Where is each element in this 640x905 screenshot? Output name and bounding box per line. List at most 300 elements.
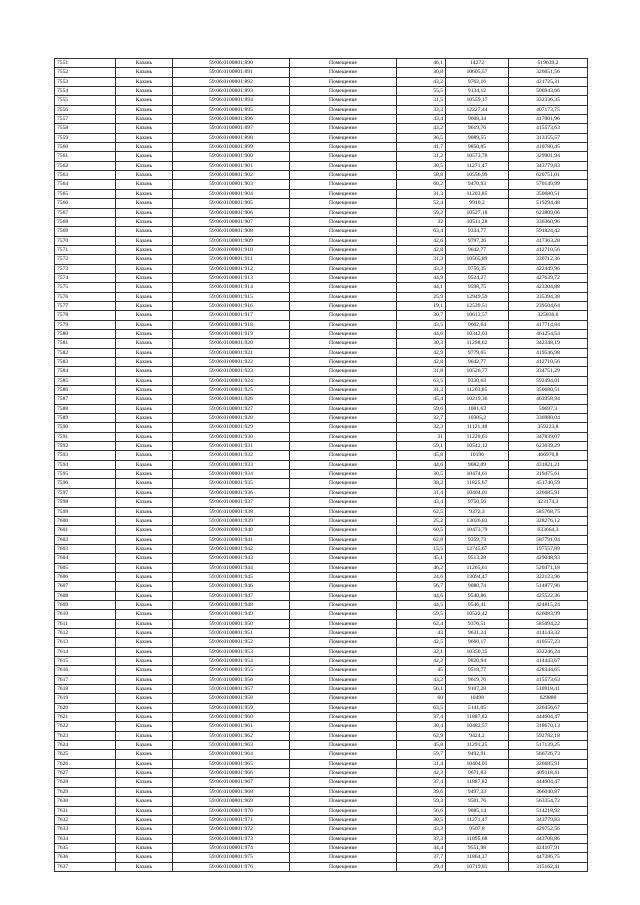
cadastral-number-cell: 59:06:0100801:960 — [173, 713, 290, 722]
city-cell: Казань — [116, 862, 173, 871]
city-cell: Казань — [116, 657, 173, 666]
cadastral-value-cell: 410780,45 — [509, 143, 588, 152]
area-cell: 19,1 — [397, 301, 446, 310]
object-type-cell: Помещение — [290, 217, 397, 226]
cadastral-number-cell: 59:06:0100801:961 — [173, 722, 290, 731]
rate-cell: 11265,61 — [446, 563, 509, 572]
area-cell: 32,1 — [397, 647, 446, 656]
row-number-cell: 7572 — [55, 255, 116, 264]
table-row — [55, 283, 588, 292]
row-number-cell: 7618 — [55, 685, 116, 694]
object-type-cell: Помещение — [290, 292, 397, 301]
cadastral-number-cell: 59:06:0100801:905 — [173, 199, 290, 208]
table-row — [55, 638, 588, 647]
cadastral-number-cell: 59:06:0100801:941 — [173, 535, 290, 544]
row-number-cell: 7562 — [55, 161, 116, 170]
area-cell: 31 — [397, 432, 446, 441]
rate-cell: 10613,57 — [446, 311, 509, 320]
table-row — [55, 731, 588, 740]
rate-cell: 12745,67 — [446, 544, 509, 553]
cadastral-value-cell: 423174,3 — [509, 498, 588, 507]
city-cell: Казань — [116, 628, 173, 637]
object-type-cell: Помещение — [290, 619, 397, 628]
rate-cell: 9518,77 — [446, 666, 509, 675]
row-number-cell: 7635 — [55, 843, 116, 852]
city-cell: Казань — [116, 451, 173, 460]
rate-cell: 10350,35 — [446, 647, 509, 656]
area-cell: 31,4 — [397, 488, 446, 497]
table-row — [55, 236, 588, 245]
city-cell: Казань — [116, 115, 173, 124]
object-type-cell: Помещение — [290, 367, 397, 376]
rate-cell: 11895,68 — [446, 834, 509, 843]
row-number-cell: 7615 — [55, 657, 116, 666]
row-number-cell: 7566 — [55, 199, 116, 208]
rate-cell: 10482,57 — [446, 722, 509, 731]
object-type-cell: Помещение — [290, 87, 397, 96]
city-cell: Казань — [116, 311, 173, 320]
cadastral-number-cell: 59:06:0100801:926 — [173, 395, 290, 404]
object-type-cell: Помещение — [290, 376, 397, 385]
cadastral-value-cell: 318670,13 — [509, 722, 588, 731]
area-cell: 59,5 — [397, 610, 446, 619]
object-type-cell: Помещение — [290, 834, 397, 843]
area-cell: 43,2 — [397, 124, 446, 133]
city-cell: Казань — [116, 423, 173, 432]
cadastral-number-cell: 59:06:0100801:909 — [173, 236, 290, 245]
row-number-cell: 7571 — [55, 245, 116, 254]
table-row — [55, 843, 588, 852]
object-type-cell: Помещение — [290, 498, 397, 507]
table-row — [55, 488, 588, 497]
object-type-cell: Помещение — [290, 105, 397, 114]
city-cell: Казань — [116, 376, 173, 385]
table-row — [55, 675, 588, 684]
table-row — [55, 806, 588, 815]
rate-cell: 10527,18 — [446, 208, 509, 217]
object-type-cell: Помещение — [290, 273, 397, 282]
row-number-cell: 7626 — [55, 759, 116, 768]
rate-cell: 9660,17 — [446, 638, 509, 647]
cadastral-number-cell: 59:06:0100801:969 — [173, 797, 290, 806]
cadastral-number-cell: 59:06:0100801:945 — [173, 572, 290, 581]
cadastral-number-cell: 59:06:0100801:952 — [173, 638, 290, 647]
cadastral-value-cell: 443708,86 — [509, 834, 588, 843]
rate-cell: 11121,48 — [446, 423, 509, 432]
cadastral-number-cell: 59:06:0100801:907 — [173, 217, 290, 226]
object-type-cell: Помещение — [290, 750, 397, 759]
object-type-cell: Помещение — [290, 414, 397, 423]
row-number-cell: 7552 — [55, 68, 116, 77]
cadastral-value-cell: 325836,6 — [509, 311, 588, 320]
city-cell: Казань — [116, 834, 173, 843]
rate-cell: 11887,82 — [446, 713, 509, 722]
row-number-cell: 7559 — [55, 133, 116, 142]
row-number-cell: 7630 — [55, 797, 116, 806]
table-row — [55, 862, 588, 871]
cadastral-value-cell: 335394,38 — [509, 292, 588, 301]
cadastral-value-cell: 414143,32 — [509, 628, 588, 637]
cadastral-number-cell: 59:06:0100801:913 — [173, 273, 290, 282]
row-number-cell: 7589 — [55, 414, 116, 423]
object-type-cell: Помещение — [290, 404, 397, 413]
row-number-cell: 7569 — [55, 227, 116, 236]
rate-cell: 9524,27 — [446, 273, 509, 282]
area-cell: 55,5 — [397, 87, 446, 96]
row-number-cell: 7583 — [55, 358, 116, 367]
cadastral-number-cell: 59:06:0100801:922 — [173, 358, 290, 367]
city-cell: Казань — [116, 488, 173, 497]
cadastral-number-cell: 59:06:0100801:893 — [173, 87, 290, 96]
row-number-cell: 7551 — [55, 59, 116, 68]
city-cell: Казань — [116, 600, 173, 609]
city-cell: Казань — [116, 591, 173, 600]
cadastral-number-cell: 59:06:0100801:929 — [173, 423, 290, 432]
city-cell: Казань — [116, 133, 173, 142]
row-number-cell: 7631 — [55, 806, 116, 815]
rate-cell: 10719,81 — [446, 862, 509, 871]
row-number-cell: 7627 — [55, 769, 116, 778]
row-number-cell: 7629 — [55, 787, 116, 796]
row-number-cell: 7614 — [55, 647, 116, 656]
cadastral-value-cell: 414443,67 — [509, 657, 588, 666]
city-cell: Казань — [116, 498, 173, 507]
rate-cell: 10542,12 — [446, 442, 509, 451]
cadastral-value-cell: 429752,56 — [509, 825, 588, 834]
area-cell: 30,7 — [397, 311, 446, 320]
table-row — [55, 694, 588, 703]
rate-cell: 10305,2 — [446, 414, 509, 423]
table-row — [55, 68, 588, 77]
row-number-cell: 7560 — [55, 143, 116, 152]
cadastral-value-cell: 332336,35 — [509, 96, 588, 105]
rate-cell: 10556,99 — [446, 171, 509, 180]
rate-cell: 10559,17 — [446, 96, 509, 105]
row-number-cell: 7598 — [55, 498, 116, 507]
rate-cell: 10474,61 — [446, 470, 509, 479]
rate-cell: 9424,2 — [446, 731, 509, 740]
area-cell: 33,3 — [397, 105, 446, 114]
rate-cell: 9598,75 — [446, 283, 509, 292]
cadastral-value-cell: 415573,63 — [509, 675, 588, 684]
cadastral-value-cell: 412710,56 — [509, 358, 588, 367]
table-row — [55, 180, 588, 189]
table-row — [55, 685, 588, 694]
table-row — [55, 115, 588, 124]
cadastral-number-cell: 59:06:0100801:963 — [173, 741, 290, 750]
area-cell: 60,2 — [397, 180, 446, 189]
row-number-cell: 7612 — [55, 628, 116, 637]
cadastral-value-cell: 563354,72 — [509, 797, 588, 806]
city-cell: Казань — [116, 759, 173, 768]
cadastral-value-cell: 343779,83 — [509, 161, 588, 170]
city-cell: Казань — [116, 778, 173, 787]
object-type-cell: Помещение — [290, 610, 397, 619]
area-cell: 44,6 — [397, 329, 446, 338]
cadastral-value-cell: 444604,47 — [509, 713, 588, 722]
rate-cell: 12227,44 — [446, 105, 509, 114]
cadastral-value-cell: 424107,91 — [509, 843, 588, 852]
city-cell: Казань — [116, 638, 173, 647]
rate-cell: 9372,3 — [446, 507, 509, 516]
cadastral-number-cell: 59:06:0100801:959 — [173, 703, 290, 712]
object-type-cell: Помещение — [290, 171, 397, 180]
object-type-cell: Помещение — [290, 815, 397, 824]
rate-cell: 9608,34 — [446, 115, 509, 124]
object-type-cell: Помещение — [290, 301, 397, 310]
city-cell: Казань — [116, 703, 173, 712]
city-cell: Казань — [116, 526, 173, 535]
cadastral-value-cell: 519639,2 — [509, 59, 588, 68]
cadastral-value-cell: 421725,31 — [509, 77, 588, 86]
cadastral-number-cell: 59:06:0100801:902 — [173, 171, 290, 180]
city-cell: Казань — [116, 414, 173, 423]
city-cell: Казань — [116, 806, 173, 815]
city-cell: Казань — [116, 442, 173, 451]
table-row — [55, 479, 588, 488]
rate-cell: 13026,83 — [446, 516, 509, 525]
city-cell: Казань — [116, 320, 173, 329]
row-number-cell: 7554 — [55, 87, 116, 96]
cadastral-number-cell: 59:06:0100801:937 — [173, 498, 290, 507]
area-cell: 44,9 — [397, 273, 446, 282]
object-type-cell: Помещение — [290, 358, 397, 367]
area-cell: 63,5 — [397, 376, 446, 385]
row-number-cell: 7568 — [55, 217, 116, 226]
object-type-cell: Помещение — [290, 442, 397, 451]
row-number-cell: 7633 — [55, 825, 116, 834]
area-cell: 30,3 — [397, 339, 446, 348]
city-cell: Казань — [116, 59, 173, 68]
object-type-cell: Помещение — [290, 470, 397, 479]
city-cell: Казань — [116, 96, 173, 105]
area-cell: 60,5 — [397, 526, 446, 535]
city-cell: Казань — [116, 264, 173, 273]
city-cell: Казань — [116, 87, 173, 96]
object-type-cell: Помещение — [290, 638, 397, 647]
row-number-cell: 7587 — [55, 395, 116, 404]
city-cell: Казань — [116, 516, 173, 525]
table-row — [55, 544, 588, 553]
table-row — [55, 105, 588, 114]
cadastral-value-cell: 429048,93 — [509, 554, 588, 563]
table-row — [55, 171, 588, 180]
cadastral-value-cell: 326685,91 — [509, 488, 588, 497]
table-row — [55, 610, 588, 619]
object-type-cell: Помещение — [290, 264, 397, 273]
object-type-cell: Помещение — [290, 329, 397, 338]
area-cell: 59,6 — [397, 404, 446, 413]
area-cell: 43,4 — [397, 498, 446, 507]
object-type-cell: Помещение — [290, 348, 397, 357]
table-row — [55, 516, 588, 525]
cadastral-number-cell: 59:06:0100801:906 — [173, 208, 290, 217]
cadastral-value-cell: 343779,83 — [509, 815, 588, 824]
area-cell: 58,8 — [397, 171, 446, 180]
cadastral-value-cell: 427639,72 — [509, 273, 588, 282]
city-cell: Казань — [116, 171, 173, 180]
cadastral-number-cell: 59:06:0100801:949 — [173, 610, 290, 619]
table-row — [55, 348, 588, 357]
area-cell: 38,2 — [397, 479, 446, 488]
cadastral-number-cell: 59:06:0100801:917 — [173, 311, 290, 320]
cadastral-value-cell: 623809,06 — [509, 208, 588, 217]
area-cell: 62,4 — [397, 619, 446, 628]
area-cell: 44,4 — [397, 843, 446, 852]
table-row — [55, 703, 588, 712]
area-cell: 59,2 — [397, 208, 446, 217]
table-row — [55, 358, 588, 367]
cadastral-number-cell: 59:06:0100801:915 — [173, 292, 290, 301]
rate-cell: 9797,26 — [446, 236, 509, 245]
object-type-cell: Помещение — [290, 161, 397, 170]
table-row — [55, 320, 588, 329]
city-cell: Казань — [116, 460, 173, 469]
cadastral-value-cell: 466976,8 — [509, 451, 588, 460]
row-number-cell: 7582 — [55, 348, 116, 357]
table-row — [55, 535, 588, 544]
cadastral-number-cell: 59:06:0100801:974 — [173, 843, 290, 852]
city-cell: Казань — [116, 685, 173, 694]
cadastral-number-cell: 59:06:0100801:901 — [173, 161, 290, 170]
area-cell: 42,8 — [397, 245, 446, 254]
row-number-cell: 7634 — [55, 834, 116, 843]
cadastral-number-cell: 59:06:0100801:925 — [173, 386, 290, 395]
rate-cell: 9546,41 — [446, 600, 509, 609]
city-cell: Казань — [116, 255, 173, 264]
cadastral-value-cell: 506943,66 — [509, 87, 588, 96]
area-cell: 62,8 — [397, 535, 446, 544]
object-type-cell: Помещение — [290, 759, 397, 768]
cadastral-value-cell: 239504,64 — [509, 301, 588, 310]
area-cell: 45 — [397, 666, 446, 675]
cadastral-number-cell: 59:06:0100801:953 — [173, 647, 290, 656]
row-number-cell: 7616 — [55, 666, 116, 675]
area-cell: 45,1 — [397, 554, 446, 563]
row-number-cell: 7599 — [55, 507, 116, 516]
cadastral-number-cell: 59:06:0100801:954 — [173, 657, 290, 666]
row-number-cell: 7555 — [55, 96, 116, 105]
cadastral-value-cell: 407173,75 — [509, 105, 588, 114]
rate-cell: 9756,35 — [446, 264, 509, 273]
row-number-cell: 7563 — [55, 171, 116, 180]
cadastral-number-cell: 59:06:0100801:895 — [173, 105, 290, 114]
area-cell: 29,4 — [397, 862, 446, 871]
row-number-cell: 7581 — [55, 339, 116, 348]
cadastral-number-cell: 59:06:0100801:972 — [173, 825, 290, 834]
row-number-cell: 7585 — [55, 376, 116, 385]
cadastral-number-cell: 59:06:0100801:955 — [173, 666, 290, 675]
cadastral-number-cell: 59:06:0100801:914 — [173, 283, 290, 292]
cadastral-number-cell: 59:06:0100801:921 — [173, 348, 290, 357]
city-cell: Казань — [116, 77, 173, 86]
rate-cell: 9910,2 — [446, 199, 509, 208]
area-cell: 52,4 — [397, 199, 446, 208]
city-cell: Казань — [116, 544, 173, 553]
cadastral-value-cell: 410557,23 — [509, 638, 588, 647]
rate-cell: 13094,47 — [446, 572, 509, 581]
area-cell: 44,6 — [397, 460, 446, 469]
object-type-cell: Помещение — [290, 544, 397, 553]
cadastral-value-cell: 423304,88 — [509, 283, 588, 292]
cadastral-value-cell: 409118,41 — [509, 769, 588, 778]
table-row — [55, 264, 588, 273]
cadastral-value-cell: 197557,89 — [509, 544, 588, 553]
cadastral-value-cell: 428344,65 — [509, 666, 588, 675]
table-row — [55, 133, 588, 142]
cadastral-value-cell: 326456,67 — [509, 703, 588, 712]
cadastral-number-cell: 59:06:0100801:923 — [173, 367, 290, 376]
table-row — [55, 853, 588, 862]
city-cell: Казань — [116, 367, 173, 376]
rate-cell: 9642,77 — [446, 358, 509, 367]
row-number-cell: 7605 — [55, 563, 116, 572]
rate-cell: 10196 — [446, 451, 509, 460]
object-type-cell: Помещение — [290, 535, 397, 544]
cadastral-number-cell: 59:06:0100801:943 — [173, 554, 290, 563]
object-type-cell: Помещение — [290, 245, 397, 254]
row-number-cell: 7591 — [55, 432, 116, 441]
row-number-cell: 7608 — [55, 591, 116, 600]
cadastral-number-cell: 59:06:0100801:899 — [173, 143, 290, 152]
cadastral-number-cell: 59:06:0100801:928 — [173, 414, 290, 423]
area-cell: 63,4 — [397, 227, 446, 236]
area-cell: 36,5 — [397, 133, 446, 142]
row-number-cell: 7558 — [55, 124, 116, 133]
object-type-cell: Помещение — [290, 133, 397, 142]
object-type-cell: Помещение — [290, 843, 397, 852]
cadastral-value-cell: 415573,63 — [509, 124, 588, 133]
cadastral-value-cell: 319475,61 — [509, 470, 588, 479]
city-cell: Казань — [116, 227, 173, 236]
city-cell: Казань — [116, 105, 173, 114]
object-type-cell: Помещение — [290, 591, 397, 600]
city-cell: Казань — [116, 395, 173, 404]
cadastral-value-cell: 623039,29 — [509, 442, 588, 451]
city-cell: Казань — [116, 750, 173, 759]
area-cell: 32 — [397, 217, 446, 226]
object-type-cell: Помещение — [290, 59, 397, 68]
cadastral-value-cell: 328276,12 — [509, 516, 588, 525]
rate-cell: 10605,57 — [446, 68, 509, 77]
area-cell: 43,2 — [397, 77, 446, 86]
row-number-cell: 7606 — [55, 572, 116, 581]
city-cell: Казань — [116, 582, 173, 591]
cadastral-number-cell: 59:06:0100801:918 — [173, 320, 290, 329]
row-number-cell: 7632 — [55, 815, 116, 824]
cadastral-number-cell: 59:06:0100801:919 — [173, 329, 290, 338]
area-cell: 43,4 — [397, 115, 446, 124]
object-type-cell: Помещение — [290, 115, 397, 124]
cadastral-number-cell: 59:06:0100801:956 — [173, 675, 290, 684]
city-cell: Казань — [116, 535, 173, 544]
table-row — [55, 582, 588, 591]
row-number-cell: 7628 — [55, 778, 116, 787]
rate-cell: 10404,01 — [446, 759, 509, 768]
object-type-cell: Помещение — [290, 311, 397, 320]
cadastral-value-cell: 520471,18 — [509, 563, 588, 572]
object-type-cell: Помещение — [290, 862, 397, 871]
object-type-cell: Помещение — [290, 572, 397, 581]
table-row — [55, 787, 588, 796]
row-number-cell: 7586 — [55, 386, 116, 395]
row-number-cell: 7576 — [55, 292, 116, 301]
table-row — [55, 498, 588, 507]
row-number-cell: 7622 — [55, 722, 116, 731]
cadastral-number-cell: 59:06:0100801:968 — [173, 787, 290, 796]
area-cell: 32,3 — [397, 423, 446, 432]
table-row — [55, 526, 588, 535]
